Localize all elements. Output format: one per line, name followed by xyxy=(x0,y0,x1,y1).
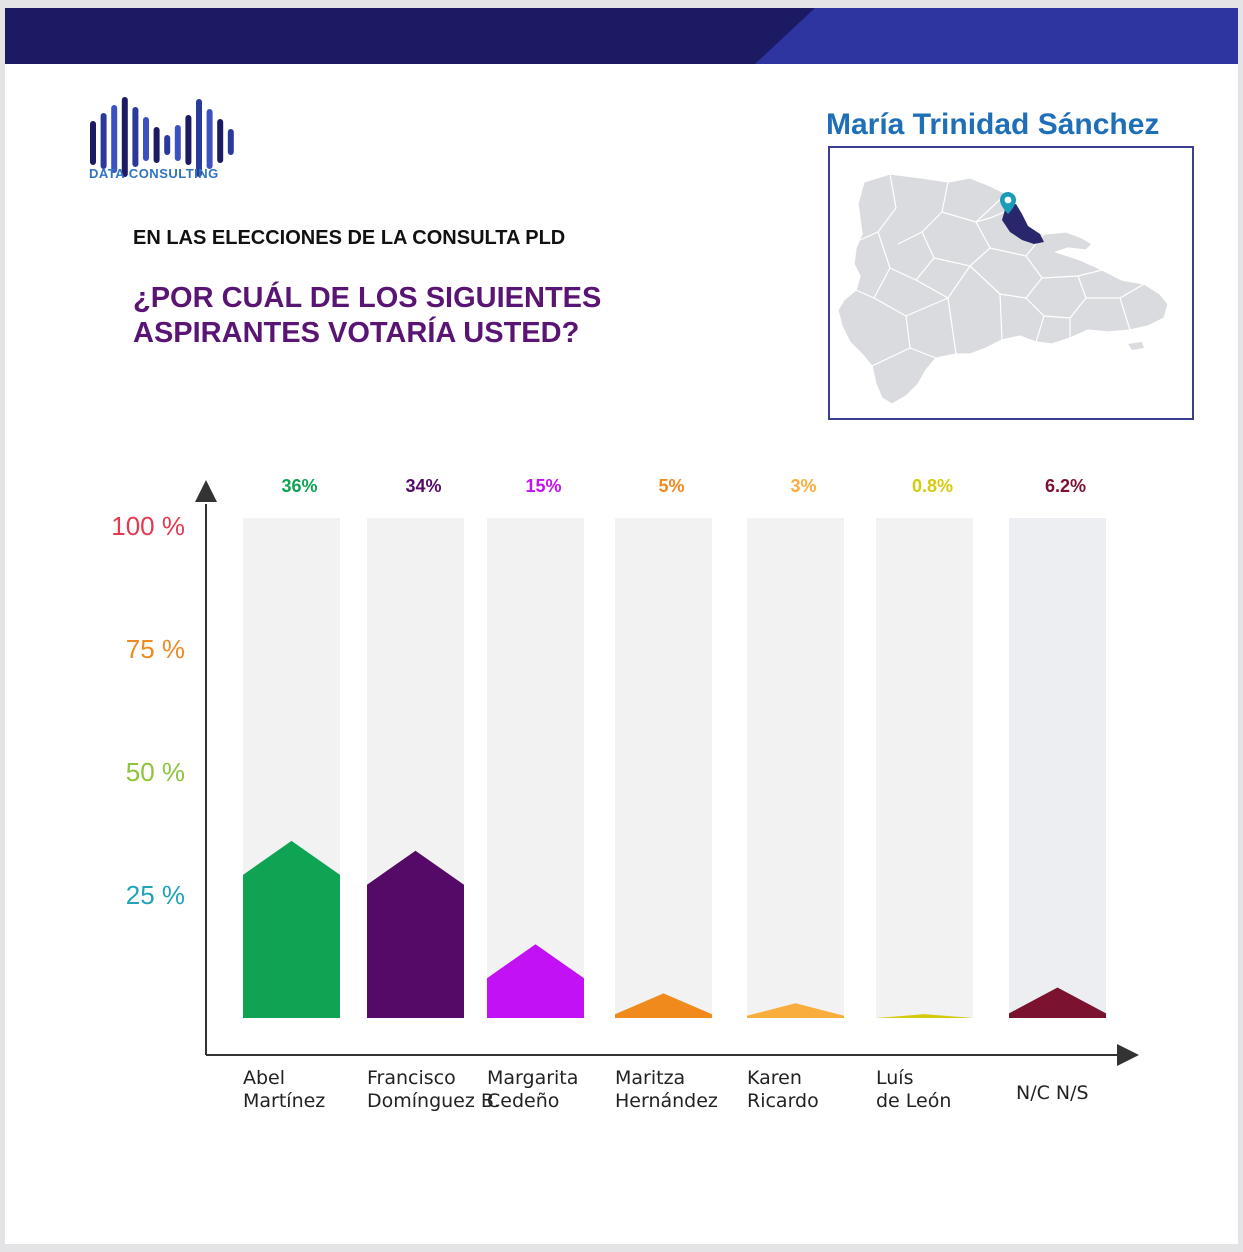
y-axis-arrow-icon xyxy=(195,480,217,502)
province-name: María Trinidad Sánchez xyxy=(826,108,1160,141)
y-tick-label: 100 % xyxy=(111,511,185,541)
chart-subtitle: EN LAS ELECCIONES DE LA CONSULTA PLD xyxy=(133,227,566,249)
x-axis-arrow-icon xyxy=(1117,1044,1139,1066)
bar-track xyxy=(615,518,712,1018)
logo-text: DATA CONSULTING xyxy=(89,166,219,181)
bar-track xyxy=(1009,518,1106,1018)
chart-title: ¿POR CUÁL DE LOS SIGUIENTES ASPIRANTES VOTARÍA USTED? xyxy=(133,282,602,349)
data-label: 15% xyxy=(525,476,562,496)
bar-chart xyxy=(5,8,1238,1244)
y-tick-label: 75 % xyxy=(125,634,185,664)
category-label: Maritza Hernández xyxy=(615,1067,718,1112)
category-label: Abel Martínez xyxy=(243,1067,326,1112)
bar xyxy=(367,851,464,1018)
category-label: Francisco Domínguez B. xyxy=(367,1067,500,1112)
y-tick-label: 25 % xyxy=(125,880,185,910)
infographic-card xyxy=(5,8,1238,1244)
data-label: 5% xyxy=(658,476,685,496)
bar-track xyxy=(747,518,844,1018)
bar xyxy=(243,841,340,1018)
category-label: Luís de León xyxy=(876,1067,952,1112)
data-label: 36% xyxy=(281,476,318,496)
bar-track xyxy=(876,518,973,1018)
data-label: 6.2% xyxy=(1044,476,1087,496)
category-label: Karen Ricardo xyxy=(747,1067,819,1112)
data-label: 0.8% xyxy=(911,476,954,496)
data-label: 3% xyxy=(790,476,817,496)
data-label: 34% xyxy=(405,476,442,496)
category-label: N/C N/S xyxy=(1016,1082,1089,1104)
category-label: Margarita Cedeño xyxy=(487,1067,579,1112)
y-tick-label: 50 % xyxy=(125,757,185,787)
bar-track xyxy=(487,518,584,1018)
